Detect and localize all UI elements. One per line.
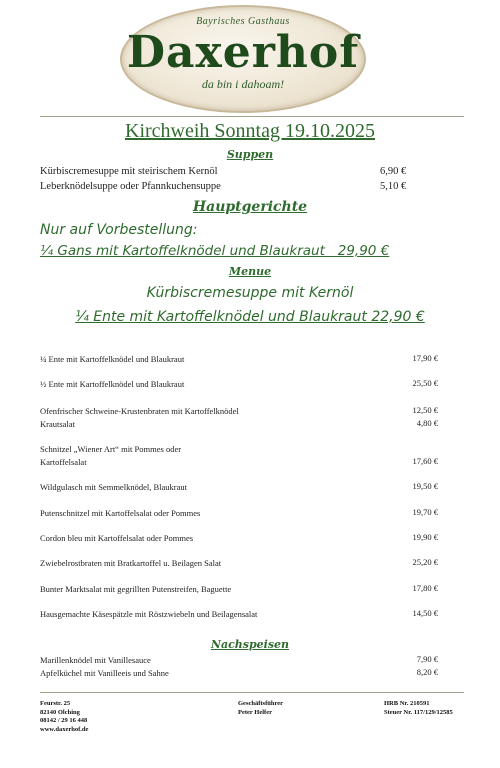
menue-line-2: ¼ Ente mit Kartoffelknödel und Blaukraut 22,90 € xyxy=(75,309,425,325)
footer-address xyxy=(40,700,88,734)
logo-top-text: Bayrisches Gasthaus xyxy=(196,16,290,27)
top-rule xyxy=(40,116,464,117)
footer-street: Feurstr. 25 xyxy=(40,700,71,707)
dish-price: 17,80 € xyxy=(412,583,438,593)
suppen-heading: Suppen xyxy=(226,148,274,161)
footer-legal xyxy=(384,700,453,717)
soup-price-1: 6,90 € xyxy=(380,166,407,177)
dish-price: 17,60 € xyxy=(412,456,438,466)
dish-item: Putenschnitzel mit Kartoffelsalat oder Pommes xyxy=(40,508,201,518)
dish-price: 14,50 € xyxy=(412,608,438,618)
menue-heading: Menue xyxy=(228,265,272,278)
dish-price: 4,80 € xyxy=(416,418,438,428)
footer-manager xyxy=(238,700,283,717)
dessert-item: Marillenknödel mit Vanillesauce xyxy=(40,655,151,665)
dessert-item: Apfelküchel mit Vanilleeis und Sahne xyxy=(40,668,169,678)
logo-tagline: da bin i dahoam! xyxy=(201,77,285,91)
dish-price: 12,50 € xyxy=(412,405,438,415)
footer-manager-name: Peter Helfer xyxy=(238,708,272,716)
vorbestellung-label: Nur auf Vorbestellung: xyxy=(40,222,198,238)
dish-item: Krautsalat xyxy=(40,419,75,429)
dish-price: 25,20 € xyxy=(412,557,438,567)
vorbestellung-dish: ¼ Gans mit Kartoffelknödel und Blaukraut 29,90 € xyxy=(40,243,390,259)
dish-item: Hausgemachte Käsespätzle mit Röstzwiebeln und Beilagensalat xyxy=(40,609,258,619)
dish-item: Ofenfrischer Schweine-Krustenbraten mit Kartoffelknödel xyxy=(40,406,239,416)
menue-line-1: Kürbiscremesuppe mit Kernöl xyxy=(146,285,354,301)
soup-item-1: Kürbiscremesuppe mit steirischem Kernöl xyxy=(40,166,218,177)
dessert-price: 7,90 € xyxy=(416,654,438,664)
footer-hrb: HRB Nr. 210591 xyxy=(384,700,430,707)
dish-price: 19,70 € xyxy=(412,507,438,517)
dish-item: ½ Ente mit Kartoffelknödel und Blaukraut xyxy=(40,379,185,389)
dessert-price: 8,20 € xyxy=(416,667,438,677)
logo-name: Daxerhof xyxy=(126,27,360,78)
soup-item-2: Leberknödelsuppe oder Pfannkuchensuppe xyxy=(40,181,221,192)
dish-item: ¼ Ente mit Kartoffelknödel und Blaukraut xyxy=(40,354,185,364)
dish-price: 17,90 € xyxy=(412,353,438,363)
hauptgerichte-heading: Hauptgerichte xyxy=(192,199,308,215)
dish-item: Zwiebelrostbraten mit Bratkartoffel u. Beilagen Salat xyxy=(40,558,222,568)
dish-price: 19,90 € xyxy=(412,532,438,542)
page-title: Kirchweih Sonntag 19.10.2025 xyxy=(125,120,375,142)
footer-rule xyxy=(40,692,464,693)
dish-item: Kartoffelsalat xyxy=(40,457,87,467)
logo xyxy=(120,5,366,113)
nachspeisen-heading: Nachspeisen xyxy=(210,638,290,651)
footer-website: www.daxerhof.de xyxy=(40,725,89,733)
footer-manager-title: Geschäftsführer xyxy=(238,700,284,707)
dish-item: Cordon bleu mit Kartoffelsalat oder Pommes xyxy=(40,533,194,543)
soup-price-2: 5,10 € xyxy=(380,181,407,192)
dish-price: 25,50 € xyxy=(412,378,438,388)
dish-price: 19,50 € xyxy=(412,481,438,491)
footer-phone: 08142 / 29 16 448 xyxy=(40,717,88,724)
dish-item: Bunter Marktsalat mit gegrillten Putenstreifen, Baguette xyxy=(40,584,232,594)
footer-city: 82140 Olching xyxy=(40,708,80,716)
dish-item: Schnitzel „Wiener Art“ mit Pommes oder xyxy=(40,444,182,454)
footer-tax: Steuer Nr. 117/129/12585 xyxy=(384,708,453,716)
dish-item: Wildgulasch mit Semmelknödel, Blaukraut xyxy=(40,482,187,492)
